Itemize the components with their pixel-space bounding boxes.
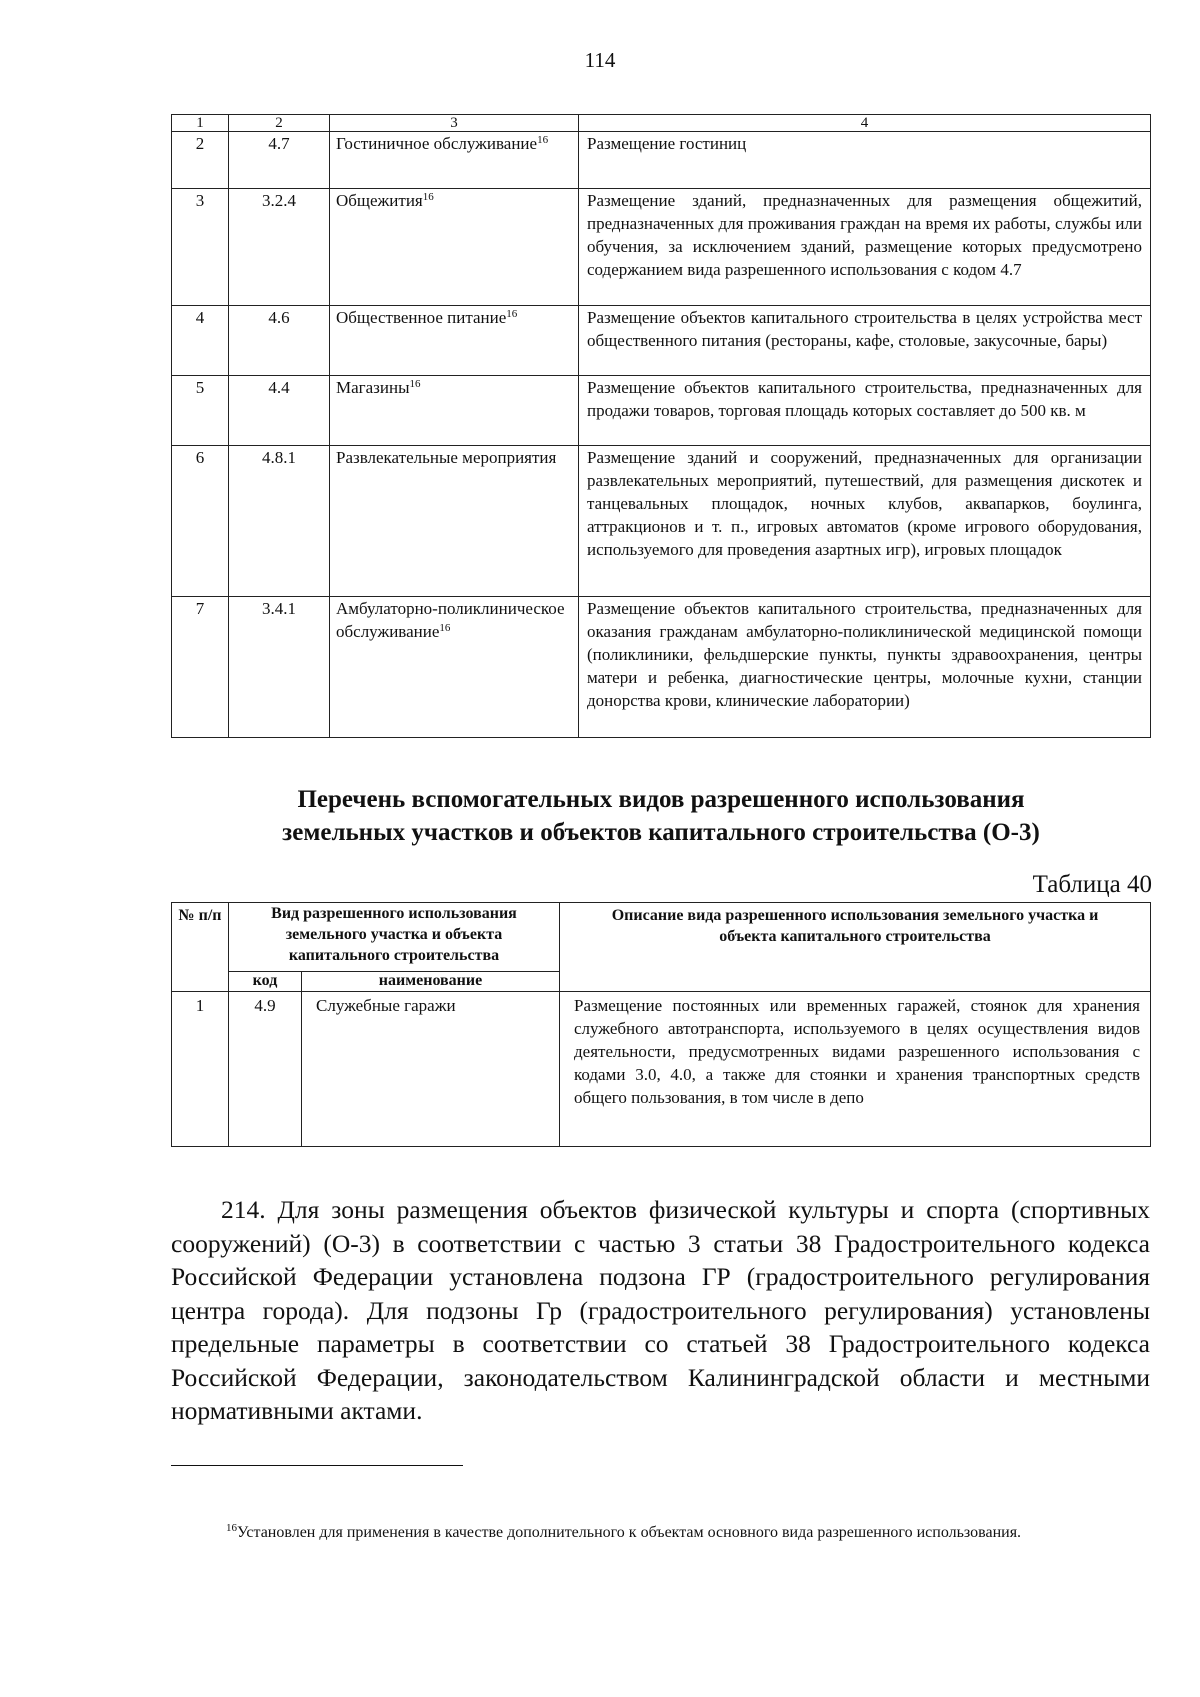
row-number: 1 bbox=[172, 992, 229, 1147]
row-number: 4 bbox=[172, 306, 229, 376]
row-name: Служебные гаражи bbox=[302, 992, 560, 1147]
header-kind: Вид разрешенного использования земельного участка и объекта капитального строительства bbox=[229, 903, 560, 972]
table-row bbox=[172, 189, 1151, 306]
table-row bbox=[172, 132, 1151, 189]
table-row bbox=[172, 376, 1151, 446]
table-row bbox=[172, 306, 1151, 376]
row-number: 2 bbox=[172, 132, 229, 189]
footnote bbox=[171, 1522, 1150, 1544]
header-num: № п/п bbox=[172, 903, 229, 992]
footnote-separator bbox=[171, 1465, 463, 1466]
row-number: 5 bbox=[172, 376, 229, 446]
footnote-text: Установлен для применения в качестве дополнительного к объектам основного вида разрешенного использования. bbox=[237, 1524, 1022, 1541]
row-code: 4.4 bbox=[229, 376, 330, 446]
footnote-ref: 16 bbox=[439, 622, 451, 634]
auxiliary-use-table bbox=[171, 902, 1151, 1147]
table-row bbox=[172, 992, 1151, 1147]
footnote-mark: 16 bbox=[226, 1522, 237, 1534]
row-name: Гостиничное обслуживание$^{16}$ bbox=[330, 132, 579, 189]
footnote-ref: 16 bbox=[409, 378, 421, 390]
row-code: 3.2.4 bbox=[229, 189, 330, 306]
row-code: 4.6 bbox=[229, 306, 330, 376]
header-description: Описание вида разрешенного использования земельного участка и объекта капитального строительства bbox=[560, 903, 1151, 992]
column-number: 4 bbox=[579, 115, 1151, 132]
table-row bbox=[172, 446, 1151, 597]
footnote-ref: 16 bbox=[537, 134, 549, 146]
row-number: 3 bbox=[172, 189, 229, 306]
section-heading-line: земельных участков и объектов капитального строительства (О-3) bbox=[282, 819, 1040, 846]
row-name: Общественное питание$^{16}$ bbox=[330, 306, 579, 376]
row-code: 4.9 bbox=[229, 992, 302, 1147]
section-heading-line: Перечень вспомогательных видов разрешенного использования bbox=[297, 786, 1025, 813]
column-number: 2 bbox=[229, 115, 330, 132]
row-description: Размещение гостиниц bbox=[579, 132, 1151, 189]
page-number: 114 bbox=[584, 48, 616, 72]
row-name: Общежития$^{16}$ bbox=[330, 189, 579, 306]
header-name: наименование bbox=[302, 972, 560, 992]
row-description: Размещение объектов капитального строительства в целях устройства мест общественного питания (рестораны, кафе, столовые, закусочные, бары) bbox=[579, 306, 1151, 376]
permitted-use-table-continuation bbox=[171, 114, 1151, 738]
table-row bbox=[172, 597, 1151, 738]
column-number-row bbox=[172, 115, 1151, 132]
row-name: Развлекательные мероприятия bbox=[330, 446, 579, 597]
table-header-row bbox=[172, 903, 1151, 972]
footnote-ref: 16 bbox=[506, 308, 518, 320]
row-description: Размещение объектов капитального строительства, предназначенных для продажи товаров, торговая площадь которых составляет до 500 кв. м bbox=[579, 376, 1151, 446]
row-code: 4.7 bbox=[229, 132, 330, 189]
row-name: Магазины$^{16}$ bbox=[330, 376, 579, 446]
row-description: Размещение зданий и сооружений, предназначенных для организации развлекательных мероприятий, путешествий, для размещения дискотек и танцевальных площадок, ночных клубов, аквапарков, боулинга, аттракционов и т. п., игровых автоматов (кроме игрового оборудования, используемого для проведения азартных игр), игровых площадок bbox=[579, 446, 1151, 597]
table-caption: Таблица 40 bbox=[1032, 871, 1152, 898]
section-heading bbox=[171, 783, 1151, 849]
row-number: 6 bbox=[172, 446, 229, 597]
row-code: 4.8.1 bbox=[229, 446, 330, 597]
column-number: 1 bbox=[172, 115, 229, 132]
footnote-ref: 16 bbox=[422, 191, 434, 203]
column-number: 3 bbox=[330, 115, 579, 132]
row-description: Размещение постоянных или временных гаражей, стоянок для хранения служебного автотранспорта, используемого в целях осуществления видов деятельности, предусмотренных видами разрешенного использования с кодами 3.0, 4.0, а также для стоянки и хранения транспортных средств общего пользования, в том числе в депо bbox=[560, 992, 1151, 1147]
row-number: 7 bbox=[172, 597, 229, 738]
body-paragraph: 214. Для зоны размещения объектов физической культуры и спорта (спортивных сооружений) (О-3) в соответствии с частью 3 статьи 38 Градостроительного кодекса Российской Федерации установлена подзона ГР (градостроительного регулирования центра города). Для подзоны Гр (градостроительного регулирования) установлены предельные параметры в соответствии со статьей 38 Градостроительного кодекса Российской Федерации, законодательством Калининградской области и местными нормативными актами. bbox=[171, 1195, 1150, 1425]
row-description: Размещение зданий, предназначенных для размещения общежитий, предназначенных для проживания граждан на время их работы, службы или обучения, за исключением зданий, размещение которых предусмотрено содержанием вида разрешенного использования с кодом 4.7 bbox=[579, 189, 1151, 306]
header-code: код bbox=[229, 972, 302, 992]
row-description: Размещение объектов капитального строительства, предназначенных для оказания гражданам амбулаторно-поликлинической медицинской помощи (поликлиники, фельдшерские пункты, пункты здравоохранения, центры матери и ребенка, диагностические центры, молочные кухни, станции донорства крови, клинические лаборатории) bbox=[579, 597, 1151, 738]
row-code: 3.4.1 bbox=[229, 597, 330, 738]
row-name: Амбулаторно-поликлиническое обслуживание$^{16}$ bbox=[330, 597, 579, 738]
